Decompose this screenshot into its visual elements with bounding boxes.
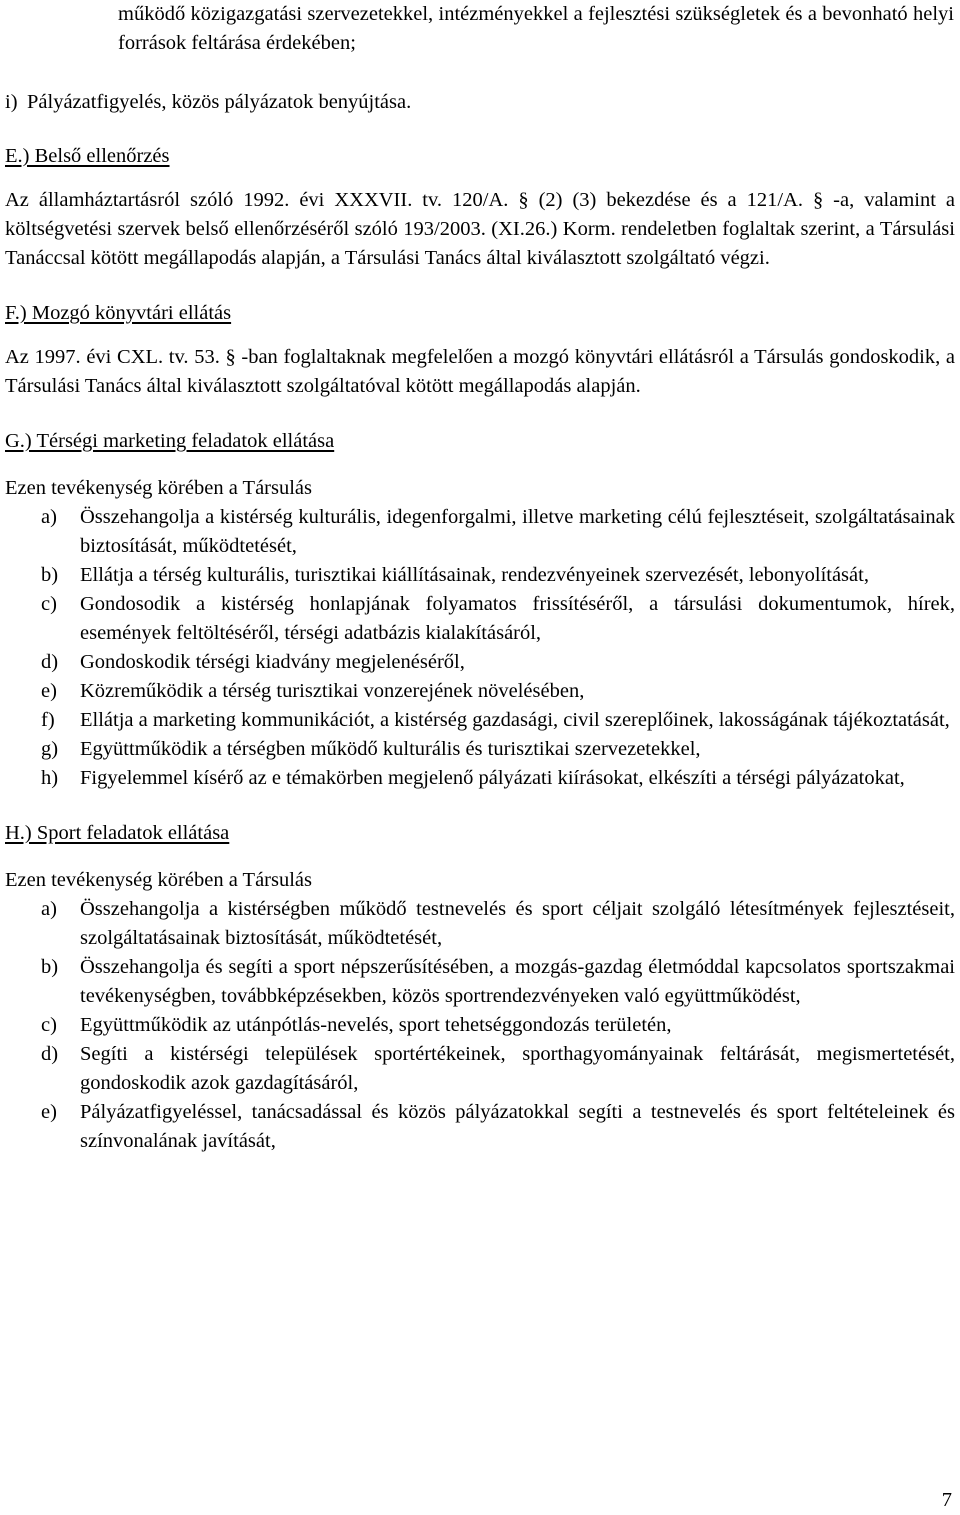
list-item-text: Gondosodik a kistérség honlapjának folyamatos frissítéséről, a társulási dokumentumok, hírek, események feltöltéséről, térségi adatbázis kialakításáról, <box>80 593 955 644</box>
list-item-label: d) <box>41 651 59 673</box>
list-item <box>41 1098 955 1156</box>
list-item <box>41 561 955 590</box>
list-item-text: Pályázatfigyeléssel, tanácsadással és közös pályázatokkal segíti a testnevelés és sport feltételeinek és színvonalának javítását, <box>80 1101 955 1152</box>
document-page <box>5 0 955 1156</box>
list-item <box>41 1011 955 1040</box>
list-item-label: i) <box>5 91 18 113</box>
list-item <box>41 895 955 953</box>
list-item-text: Együttműködik a térségben működő kulturális és turisztikai szervezetekkel, <box>80 738 701 760</box>
list-item-text: Pályázatfigyelés, közös pályázatok benyújtása. <box>27 91 412 113</box>
page-number: 7 <box>941 1489 952 1511</box>
section-f-heading: F.) Mozgó könyvtári ellátás <box>5 302 232 324</box>
list-item-text: Összehangolja és segíti a sport népszerűsítésében, a mozgás-gazdag életmóddal kapcsolatos sportszakmai tevékenységben, továbbképzésekben, közös sportrendezvényeken való együttműködést, <box>80 956 955 1007</box>
continuation-paragraph: működő közigazgatási szervezetekkel, intézményekkel a fejlesztési szükségletek és a bevonható helyi források feltárása érdekében; <box>118 3 954 54</box>
list-item-label: c) <box>41 593 57 615</box>
list-item-text: Közreműködik a térség turisztikai vonzerejének növelésében, <box>80 680 585 702</box>
section-g-list <box>5 503 955 793</box>
list-item-text: Figyelemmel kísérő az e témakörben megjelenő pályázati kiírásokat, elkészíti a térségi pályázatokat, <box>80 767 905 789</box>
list-item-label: b) <box>41 564 59 586</box>
section-f-body: Az 1997. évi CXL. tv. 53. § -ban foglaltaknak megfelelően a mozgó könyvtári ellátásról a Társulás gondoskodik, a Társulási Tanács által kiválasztott szolgáltatóval kötött megállapodás alapján. <box>5 346 955 397</box>
list-item-label: e) <box>41 1101 57 1123</box>
list-item-label: c) <box>41 1014 57 1036</box>
list-item-label: a) <box>41 898 57 920</box>
list-item <box>41 590 955 648</box>
section-g-heading: G.) Térségi marketing feladatok ellátása <box>5 430 335 452</box>
list-item <box>41 1040 955 1098</box>
section-e-heading: E.) Belső ellenőrzés <box>5 145 170 167</box>
list-item <box>41 706 955 735</box>
list-item-label: b) <box>41 956 59 978</box>
list-item <box>41 648 955 677</box>
list-item-text: Együttműködik az utánpótlás-nevelés, sport tehetséggondozás területén, <box>80 1014 672 1036</box>
list-item <box>41 677 955 706</box>
list-item-label: d) <box>41 1043 59 1065</box>
section-h-intro: Ezen tevékenység körében a Társulás <box>5 869 312 891</box>
list-item-i <box>5 88 955 117</box>
list-item-label: h) <box>41 767 59 789</box>
list-item-label: a) <box>41 506 57 528</box>
section-h-list <box>5 895 955 1156</box>
list-item-text: Ellátja a marketing kommunikációt, a kistérség gazdasági, civil szereplőinek, lakosságának tájékoztatását, <box>80 709 950 731</box>
list-item-text: Gondoskodik térségi kiadvány megjelenéséről, <box>80 651 465 673</box>
list-item-text: Ellátja a térség kulturális, turisztikai kiállításainak, rendezvényeinek szervezését, lebonyolítását, <box>80 564 869 586</box>
list-item-text: Összehangolja a kistérségben működő testnevelés és sport céljait szolgáló létesítmények fejlesztéseit, szolgáltatásainak biztosítását, működtetését, <box>80 898 955 949</box>
list-item-label: e) <box>41 680 57 702</box>
list-item <box>41 953 955 1011</box>
list-item-text: Összehangolja a kistérség kulturális, idegenforgalmi, illetve marketing célú fejlesztéseit, szolgáltatásainak biztosítását, működtetését, <box>80 506 955 557</box>
list-item-label: g) <box>41 738 59 760</box>
list-item-label: f) <box>41 709 55 731</box>
list-item <box>41 764 955 793</box>
list-item <box>41 503 955 561</box>
section-h-heading: H.) Sport feladatok ellátása <box>5 822 230 844</box>
section-e-body: Az államháztartásról szóló 1992. évi XXXVII. tv. 120/A. § (2) (3) bekezdése és a 121/A. § -a, valamint a költségvetési szervek belső ellenőrzéséről szóló 193/2003. (XI.26.) Korm. rendeletben foglaltak szerint, a Társulási Tanáccsal kötött megállapodás alapján, a Társulási Tanács által kiválasztott szolgáltató végzi. <box>5 189 955 269</box>
section-g-intro: Ezen tevékenység körében a Társulás <box>5 477 312 499</box>
list-item <box>41 735 955 764</box>
list-item-text: Segíti a kistérségi települések sportértékeinek, sporthagyományainak feltárását, megismertetését, gondoskodik azok gazdagításáról, <box>80 1043 955 1094</box>
